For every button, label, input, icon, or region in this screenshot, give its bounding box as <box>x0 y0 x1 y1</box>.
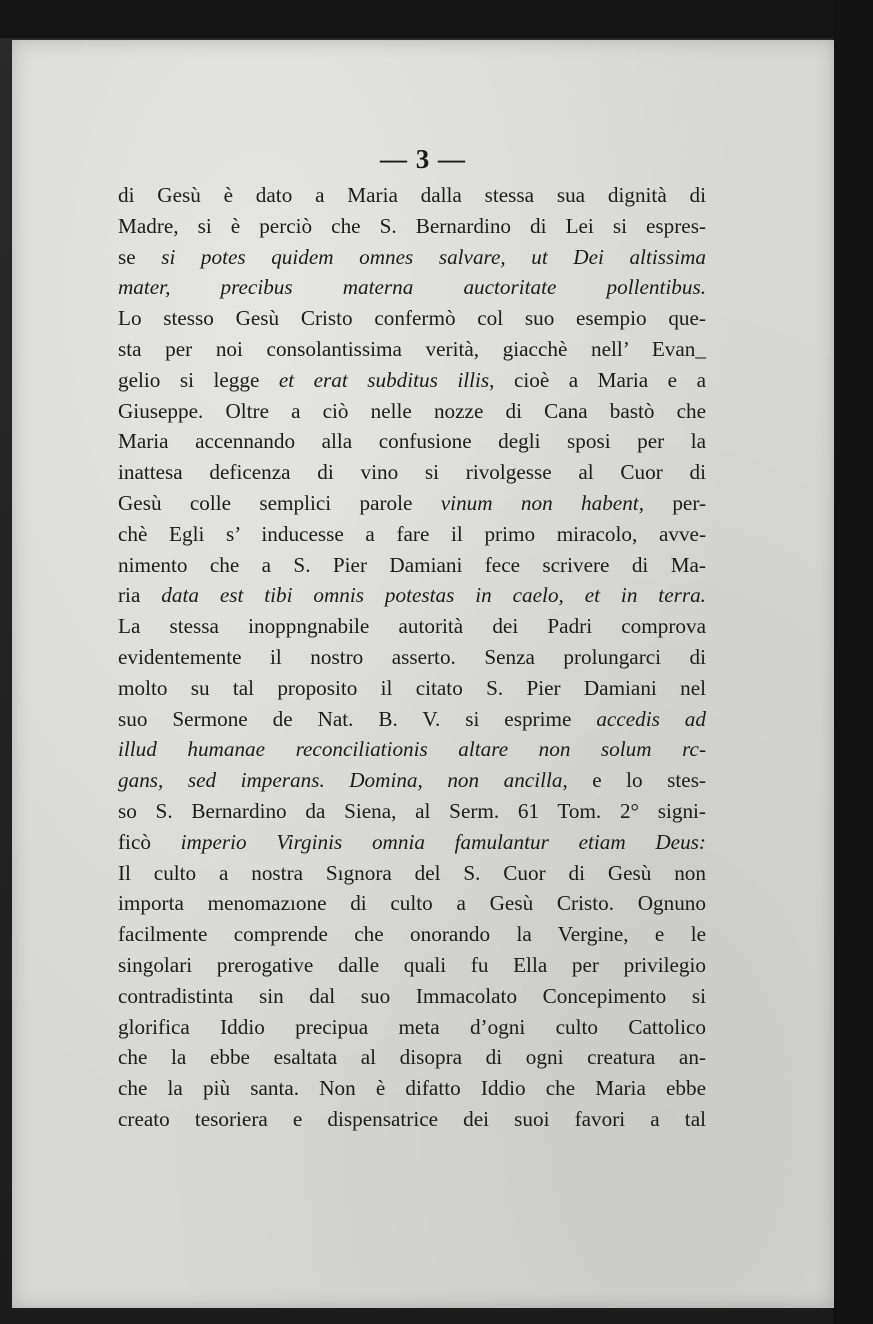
text-segment: La stessa inoppngnabile autorità dei Padri comprova <box>118 614 706 639</box>
text-line <box>118 303 706 334</box>
text-line <box>118 919 706 950</box>
text-segment: Gesù colle semplici parole <box>118 490 441 515</box>
text-segment: facilmente comprende che onorando la Vergine, e le <box>118 922 706 947</box>
italic-latin-text: gans, sed imperans. Domina, non ancilla <box>118 768 563 793</box>
text-line <box>118 211 706 242</box>
text-segment: se <box>118 244 162 269</box>
text-segment: Maria accennando alla confusione degli sposi per la <box>118 429 706 454</box>
italic-latin-text: si potes quidem omnes salvare, ut Dei altissima <box>161 244 706 269</box>
italic-latin-text: imperio Virginis omnia famulantur etiam Deus: <box>180 829 706 854</box>
text-line <box>118 981 706 1012</box>
text-segment: molto su tal proposito il citato S. Pier Damiani nel <box>118 675 706 700</box>
italic-latin-text: data est tibi omnis potestas in caelo, et in terra. <box>161 583 706 608</box>
text-line <box>118 334 706 365</box>
text-line <box>118 704 706 735</box>
text-line <box>118 365 706 396</box>
text-line <box>118 242 706 273</box>
scan-right-border <box>833 0 873 1324</box>
text-line <box>118 488 706 519</box>
scan-top-border <box>0 0 873 38</box>
text-segment: chè Egli s’ inducesse a fare il primo miracolo, avve- <box>118 521 706 546</box>
text-segment: inattesa deficenza di vino si rivolgesse al Cuor di <box>118 460 706 485</box>
text-segment: che la ebbe esaltata al disopra di ogni creatura an- <box>118 1045 706 1070</box>
italic-latin-text: mater, precibus materna auctoritate pollentibus. <box>118 275 706 300</box>
text-segment: Madre, si è perciò che S. Bernardino di Lei si espres- <box>118 213 706 238</box>
text-line <box>118 827 706 858</box>
text-segment: glorifica Iddio precipua meta d’ogni culto Cattolico <box>118 1014 706 1039</box>
text-line <box>118 796 706 827</box>
text-segment: , per- <box>638 490 707 515</box>
text-segment: Giuseppe. Oltre a ciò nelle nozze di Cana bastò che <box>118 398 706 423</box>
text-line <box>118 858 706 889</box>
text-line <box>118 550 706 581</box>
text-segment: ficò <box>118 829 181 854</box>
text-segment: contradistinta sin dal suo Immacolato Concepimento si <box>118 983 706 1008</box>
text-line <box>118 611 706 642</box>
italic-latin-text: illud humanae reconciliationis altare non solum rc- <box>118 737 706 762</box>
page-number: — 3 — <box>380 144 466 174</box>
text-line <box>118 765 706 796</box>
text-line <box>118 1104 706 1135</box>
italic-latin-text: accedis ad <box>596 706 706 731</box>
text-segment: suo Sermone de Nat. B. V. si esprime <box>118 706 597 731</box>
text-line <box>118 1042 706 1073</box>
text-segment: singolari prerogative dalle quali fu Ella per privilegio <box>118 952 706 977</box>
text-segment: che la più santa. Non è difatto Iddio che Maria ebbe <box>118 1076 706 1101</box>
text-segment: creato tesoriera e dispensatrice dei suoi favori a tal <box>118 1106 706 1131</box>
text-line <box>118 642 706 673</box>
text-line <box>118 180 706 211</box>
text-line <box>118 426 706 457</box>
text-segment: , e lo stes- <box>562 768 706 793</box>
text-segment: di Gesù è dato a Maria dalla stessa sua dignità di <box>118 183 706 207</box>
text-line <box>118 734 706 765</box>
text-segment: gelio si legge <box>118 367 279 392</box>
text-line <box>118 673 706 704</box>
text-line <box>118 580 706 611</box>
text-line <box>118 396 706 427</box>
text-line <box>118 950 706 981</box>
text-segment: , cioè a Maria e a <box>489 367 706 392</box>
text-segment: nimento che a S. Pier Damiani fece scrivere di Ma- <box>118 552 706 577</box>
text-segment: Il culto a nostra Sıgnora del S. Cuor di Gesù non <box>118 860 706 885</box>
text-line <box>118 272 706 303</box>
text-segment: ria <box>118 583 162 608</box>
text-line <box>118 457 706 488</box>
text-segment: sta per noi consolantissima verità, giacchè nell’ Evan_ <box>118 336 706 361</box>
book-page <box>12 40 834 1308</box>
text-line <box>118 1012 706 1043</box>
italic-latin-text: et erat subditus illis <box>278 367 490 392</box>
body-text <box>118 180 706 1135</box>
italic-latin-text: vinum non habent <box>440 490 639 515</box>
text-line <box>118 888 706 919</box>
text-line <box>118 1073 706 1104</box>
text-segment: importa menomazıone di culto a Gesù Cristo. Ognuno <box>118 891 706 916</box>
text-segment: evidentemente il nostro asserto. Senza prolungarci di <box>118 644 706 669</box>
text-segment: Lo stesso Gesù Cristo confermò col suo esempio que- <box>118 306 706 331</box>
text-segment: so S. Bernardino da Siena, al Serm. 61 Tom. 2° signi- <box>118 798 706 823</box>
text-line <box>118 519 706 550</box>
